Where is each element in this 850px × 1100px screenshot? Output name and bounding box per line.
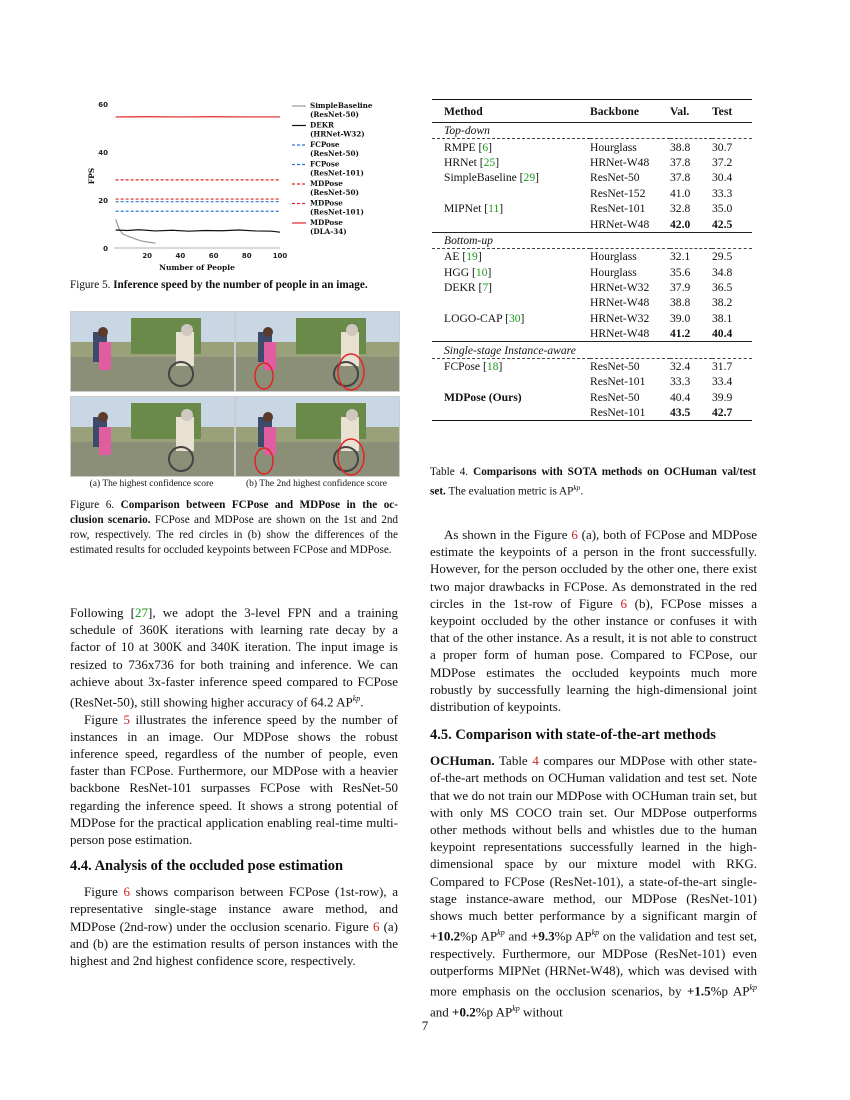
- cell-backbone: HRNet-W48: [590, 327, 650, 341]
- y-tick-label: 0: [103, 245, 108, 253]
- cell-method: HRNet [25]: [444, 155, 500, 169]
- table-row: [432, 295, 752, 310]
- cell-backbone: ResNet-101: [590, 202, 646, 216]
- table-row: [432, 374, 752, 389]
- cell-method: MDPose (Ours): [444, 390, 522, 404]
- citation-link[interactable]: 27: [134, 605, 148, 620]
- citation-link[interactable]: 18: [486, 360, 499, 374]
- cell-method: LOGO-CAP [30]: [444, 311, 525, 325]
- table-group-top-down: [432, 123, 752, 139]
- series-line-0: [116, 219, 156, 243]
- figure-ref-link[interactable]: 6: [571, 527, 578, 542]
- y-tick-label: 20: [98, 197, 108, 205]
- table-row: [432, 311, 752, 326]
- legend-label: DEKR: [310, 120, 334, 130]
- cell-test: 37.2: [712, 155, 733, 169]
- table-group-bottom-up: [432, 232, 752, 248]
- right-column-text: [430, 526, 757, 1020]
- cell-test: 38.1: [712, 311, 733, 325]
- table-row: [432, 139, 752, 155]
- cell-backbone: HRNet-W48: [590, 155, 650, 169]
- photo-fcpose-2nd: [235, 311, 400, 392]
- table-row: [432, 405, 752, 420]
- cell-backbone: Hourglass: [590, 265, 637, 279]
- citation-link[interactable]: 11: [488, 202, 500, 216]
- cell-test: 33.4: [712, 375, 733, 389]
- y-tick-label: 60: [98, 101, 108, 109]
- cell-val: 39.0: [670, 311, 691, 325]
- table-header-row: [432, 100, 752, 123]
- cell-val: 41.0: [670, 186, 691, 200]
- cell-val: 38.8: [670, 296, 691, 310]
- legend-label: (ResNet-50): [310, 110, 359, 119]
- cell-backbone: ResNet-50: [590, 390, 640, 404]
- page-number: 7: [421, 1018, 429, 1033]
- legend-label: (ResNet-50): [310, 188, 359, 197]
- table-row: [432, 249, 752, 265]
- left-paragraph-1: Following [27], we adopt the 3-level FPN and a training schedule of 360K iterations with learning rate decay by a factor of 10 at 300K and 340K iteration. The input image is resized to 736x736 for both training and inference. We can achieve about 3x-faster inference speed compared to FCPose (ResNet-50), still showing higher accuracy of 64.2 $AP^{kp}$.: [70, 605, 398, 710]
- figure-ref-link[interactable]: 5: [123, 711, 130, 727]
- cell-backbone: ResNet-50: [590, 358, 670, 374]
- cell-method: FCPose [18]: [432, 358, 590, 374]
- table-group-label: Top-down: [432, 123, 752, 139]
- legend-label: FCPose: [310, 140, 340, 149]
- cell-backbone: Hourglass: [590, 249, 670, 265]
- table-row: [432, 201, 752, 216]
- table-row: [432, 216, 752, 232]
- cell-test: 36.5: [712, 281, 733, 295]
- cell-val: 37.8: [670, 171, 691, 185]
- series-line-1: [116, 230, 280, 232]
- cell-test: 42.5: [712, 217, 733, 231]
- cell-test: 38.2: [712, 296, 733, 310]
- cell-test: 40.4: [712, 327, 733, 341]
- cell-backbone: ResNet-101: [590, 375, 646, 389]
- legend-label: SimpleBaseline: [310, 101, 373, 110]
- x-tick-label: 40: [175, 252, 186, 260]
- cell-test: 42.7: [712, 406, 733, 420]
- right-paragraph-1: As shown in the Figure 6 (a), both of FCPose and MDPose estimate the keypoints of a person in the front successfully. However, for the person occluded by the other one, there exist two major drawbacks in FCPose. As demonstrated in the red circles in the 1st-row of Figure 6 (b), FCPose misses a keypoint occluded by the other instance or confuses it with that of the other instance. As a result, it is not able to construct a proper form of human pose. Compared to FCPose, our MDPose estimates the occluded keypoints much more robustly by successfully learning the high-dimensional joint distribution of keypoints.: [430, 527, 758, 715]
- table-group-label: Bottom-up: [432, 232, 752, 248]
- cell-test: 30.4: [712, 171, 733, 185]
- header-method: Method: [444, 104, 483, 118]
- cell-backbone: Hourglass: [590, 139, 670, 155]
- table-row: [432, 358, 752, 374]
- cell-val: 38.8: [670, 139, 712, 155]
- cell-test: 30.7: [712, 139, 752, 155]
- cell-method: SimpleBaseline [29]: [444, 171, 540, 185]
- figure-ref-link[interactable]: 6: [372, 918, 380, 934]
- cell-method: [432, 374, 590, 389]
- table4: [432, 99, 752, 421]
- cell-method: HGG [10]: [444, 265, 492, 279]
- cell-test: 33.3: [712, 186, 733, 200]
- legend-label: MDPose: [310, 218, 343, 227]
- citation-link[interactable]: 6: [482, 140, 489, 154]
- photo-mdpose-2nd: [235, 396, 400, 477]
- header-val: Val.: [670, 104, 690, 118]
- cell-method: [432, 295, 590, 310]
- cell-method: MIPNet [11]: [444, 202, 504, 216]
- cell-test: 34.8: [712, 265, 733, 279]
- cell-method: [432, 216, 590, 232]
- cell-test: 39.9: [712, 390, 733, 404]
- table-row: [432, 390, 752, 405]
- cell-backbone: HRNet-W32: [590, 311, 650, 325]
- citation-link[interactable]: 30: [508, 311, 521, 325]
- table-row: [432, 265, 752, 280]
- cell-test: 35.0: [712, 202, 733, 216]
- cell-val: 35.6: [670, 265, 691, 279]
- table-ref-link[interactable]: 4: [532, 753, 539, 769]
- left-paragraph-3: Figure 6 shows comparison between FCPose (1st-row), a representative single-stage instance aware method, and MDPose (2nd-row) under the occlusion scenario. Figure 6 (a) and (b) are the estimation results of person instances with the highest and 2nd highest confidence score, respectively.: [70, 884, 398, 968]
- figure6-sub-a: (a) The highest confidence score: [89, 479, 214, 489]
- cell-method: DEKR [7]: [444, 281, 492, 295]
- figure-ref-link[interactable]: 6: [620, 595, 627, 611]
- cell-method: [432, 186, 590, 201]
- table-row: [432, 170, 752, 185]
- cell-method: [432, 326, 590, 342]
- cell-test: 29.5: [712, 249, 752, 265]
- legend-label: MDPose: [310, 198, 343, 208]
- cell-method: AE [19]: [432, 249, 590, 265]
- citation-link[interactable]: 25: [483, 155, 496, 169]
- legend-label: (ResNet-101): [310, 207, 364, 217]
- citation-link[interactable]: 19: [466, 250, 478, 264]
- cell-backbone: ResNet-50: [590, 171, 640, 185]
- cell-backbone: ResNet-152: [590, 186, 646, 200]
- x-tick-label: 60: [208, 252, 219, 260]
- left-paragraph-2: Figure 5 illustrates the inference speed by the number of instances in an image. Our MDPose shows the robust inference speed, regardless of the number of people, even faster than FCPose. Furthermore, our MDPose with a heavier backbone ResNet-101 surpasses FCPose with ResNet-50 regarding the inference speed. It shows a strong potential of MDPose for the practical application enabling real-time multi-person pose estimation.: [70, 711, 398, 847]
- x-axis-label: Number of People: [159, 263, 235, 272]
- cell-backbone: ResNet-101: [590, 406, 646, 420]
- cell-val: 42.0: [670, 217, 691, 231]
- table4-caption: Table 4. Comparisons with SOTA methods on OCHuman val/test set. The evaluation metric is $AP^{kp}$.: [430, 466, 756, 498]
- citation-link[interactable]: 29: [523, 171, 536, 185]
- cell-val: 33.3: [670, 375, 691, 389]
- figure6-sub-b: (b) The 2nd highest confidence score: [246, 479, 387, 489]
- table-row: [432, 186, 752, 201]
- legend-label: (DLA-34): [310, 227, 347, 236]
- legend-label: (ResNet-101): [310, 168, 364, 178]
- results-table: [432, 100, 752, 420]
- cell-val: 41.2: [670, 327, 691, 341]
- section-heading-4-5: 4.5. Comparison with state-of-the-art methods: [430, 727, 716, 744]
- left-column-text: [70, 604, 398, 969]
- table-group-label: Single-stage Instance-aware: [432, 342, 752, 358]
- x-tick-label: 20: [142, 252, 153, 260]
- figure-ref-link[interactable]: 6: [123, 884, 131, 900]
- cell-method: [432, 405, 590, 420]
- y-axis-label: FPS: [87, 167, 96, 185]
- table-group-single-stage: [432, 342, 752, 358]
- table-row: [432, 155, 752, 170]
- x-tick-label: 100: [272, 252, 288, 260]
- right-paragraph-2: OCHuman. Table 4 compares our MDPose with other state-of-the-art methods on OCHuman validation and test set. Note that we do not train our MDPose with OCHuman train set, but with only MS COCO train set. Our MDPose outperforms other methods without bells and whistles due to the human keypoint representations successfully learned in the high-dimensional space by our mixture model with RKG. Compared to FCPose (ResNet-101), a state-of-the-art single-stage instance-aware method, our MDPose (ResNet-101) shows much better performance by a significant margin of +10.2%p $AP^{kp}$ and +9.3%p $AP^{kp}$ on the validation and test set, respectively. Furthermore, our MDPose (ResNet-101) even outperforms MIPNet (HRNet-W48), which was devised with more emphasis on the occlusion scenarios, by +1.5%p $AP^{kp}$ and +0.2%p $AP^{kp}$ without: [430, 753, 758, 1020]
- citation-link[interactable]: 10: [475, 265, 488, 279]
- photo-fcpose-highest: [70, 311, 235, 392]
- citation-link[interactable]: 7: [482, 281, 489, 295]
- legend-label: MDPose: [310, 179, 343, 188]
- y-tick-label: 40: [98, 149, 108, 157]
- section-heading-4-4: 4.4. Analysis of the occluded pose estimation: [70, 858, 344, 875]
- legend-label: (ResNet-50): [310, 149, 359, 158]
- cell-val: 32.8: [670, 202, 691, 216]
- cell-test: 31.7: [712, 358, 752, 374]
- cell-backbone: HRNet-W48: [590, 296, 650, 310]
- header-backbone: Backbone: [590, 104, 639, 118]
- cell-val: 37.8: [670, 155, 691, 169]
- cell-val: 37.9: [670, 281, 691, 295]
- figure6-caption: Figure 6. Comparison between FCPose and MDPose in the oc-clusion scenario. FCPose and MDPose are shown on the 1st and 2nd row, respectively. The red circles in (b) show the differences of the estimated results for occluded keypoints between FCPose and MDPose.: [70, 499, 399, 556]
- cell-val: 43.5: [670, 406, 691, 420]
- cell-val: 32.1: [670, 249, 712, 265]
- cell-val: 32.4: [670, 358, 712, 374]
- table-row: [432, 280, 752, 295]
- figure5-caption: Figure 5. Inference speed by the number of people in an image.: [70, 279, 368, 291]
- x-tick-label: 80: [241, 252, 252, 260]
- cell-val: 40.4: [670, 390, 691, 404]
- photo-mdpose-highest: [70, 396, 235, 477]
- cell-method: RMPE [6]: [432, 139, 590, 155]
- legend-label: FCPose: [310, 159, 340, 169]
- cell-backbone: HRNet-W48: [590, 217, 650, 231]
- fps-line-chart: [80, 96, 420, 276]
- table-row: [432, 326, 752, 342]
- header-test: Test: [712, 104, 733, 118]
- legend-label: (HRNet-W32): [310, 129, 365, 139]
- cell-backbone: HRNet-W32: [590, 281, 650, 295]
